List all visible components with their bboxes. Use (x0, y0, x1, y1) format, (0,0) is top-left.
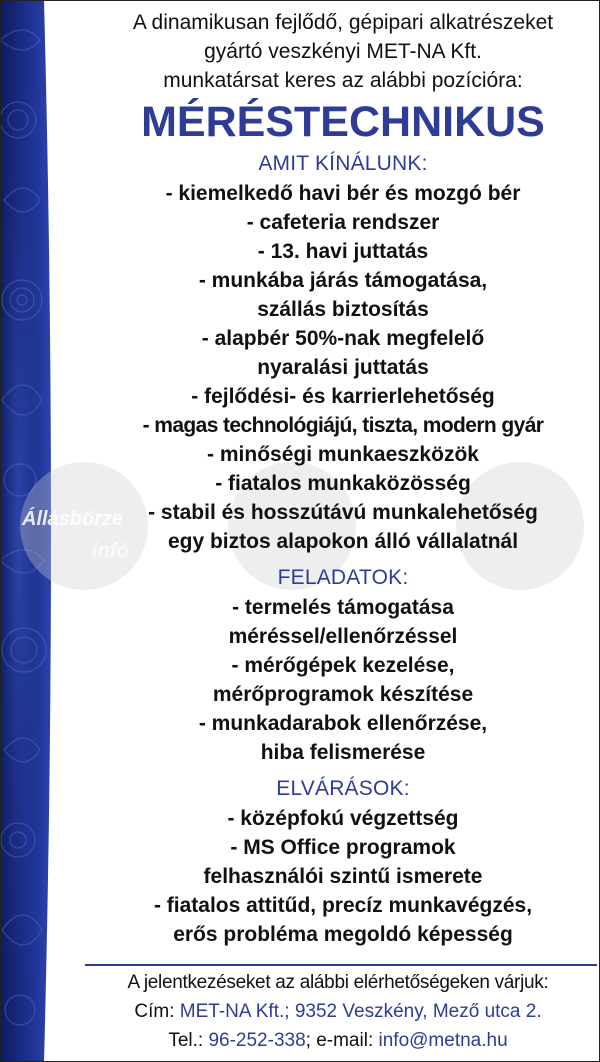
list-item: - mérőgépek kezelése, (231, 654, 455, 677)
requirements-section (78, 774, 600, 949)
contact-footer (68, 968, 600, 1055)
list-item: méréssel/ellenőrzéssel (228, 625, 458, 648)
list-item: - stabil és hosszútávú munkalehetőség (148, 501, 538, 524)
list-item: - alapbér 50%-nak megfelelő (201, 327, 485, 350)
tasks-section (78, 563, 600, 767)
list-item: erős probléma megoldó képesség (173, 923, 513, 946)
offers-section (78, 149, 600, 556)
list-item: - magas technológiájú, tiszta, modern gyár (142, 414, 544, 437)
section-heading-tasks: FELADATOK: (277, 566, 409, 589)
list-item: - fiatalos munkaközösség (215, 472, 471, 495)
list-item: - minőségi munkaeszközök (207, 443, 479, 466)
phone-link[interactable]: 96-252-338 (208, 1030, 306, 1051)
list-item: - fejlődési- és karrierlehetőség (191, 385, 495, 408)
list-item: - termelés támogatása (232, 596, 454, 619)
list-item: - középfokú végzettség (227, 807, 459, 830)
position-title: MÉRÉSTECHNIKUS (141, 98, 545, 146)
list-item: - cafeteria rendszer (246, 211, 440, 234)
list-item: - fiatalos attitűd, precíz munkavégzés, (153, 894, 533, 917)
intro-line: gyártó veszkényi MET-NA Kft. (204, 40, 482, 63)
email-label: ; e-mail: (305, 1030, 379, 1051)
list-item: - munkába járás támogatása, (198, 269, 488, 292)
intro-line: A dinamikusan fejlődő, gépipari alkatrészeket (132, 11, 554, 34)
contact-line (68, 1026, 600, 1055)
address-line (68, 997, 600, 1026)
ornamental-sidebar-icon (0, 0, 60, 1062)
footer-intro: A jelentkezéseket az alábbi elérhetőségeken várjuk: (127, 972, 549, 993)
list-item: - kiemelkedő havi bér és mozgó bér (165, 182, 521, 205)
section-heading-requirements: ELVÁRÁSOK: (276, 777, 410, 800)
list-item: - MS Office programok (230, 836, 456, 859)
list-item: mérőprogramok készítése (212, 683, 474, 706)
advert-body (78, 8, 600, 949)
address-value: MET-NA Kft.; 9352 Veszkény, Mező utca 2. (179, 1001, 542, 1022)
email-link[interactable]: info@metna.hu (378, 1030, 508, 1051)
list-item: - munkadarabok ellenőrzése, (198, 712, 488, 735)
phone-label: Tel.: (168, 1030, 209, 1051)
list-item: hiba felismerése (260, 741, 426, 764)
list-item: nyaralási juttatás (257, 356, 429, 379)
section-heading-offers: AMIT KÍNÁLUNK: (258, 152, 428, 175)
list-item: szállás biztosítás (257, 298, 429, 321)
address-label: Cím: (134, 1001, 180, 1022)
watermark-text: Állásbörze (22, 508, 124, 530)
intro-line: munkatársat keres az alábbi pozícióra: (163, 69, 523, 92)
list-item: felhasználói szintű ismerete (203, 865, 483, 888)
list-item: - 13. havi juttatás (257, 240, 429, 263)
watermark-text: infó (92, 540, 129, 562)
list-item: egy biztos alapokon álló vállalatnál (167, 530, 519, 553)
footer-divider (85, 964, 597, 966)
intro-text (78, 8, 600, 95)
